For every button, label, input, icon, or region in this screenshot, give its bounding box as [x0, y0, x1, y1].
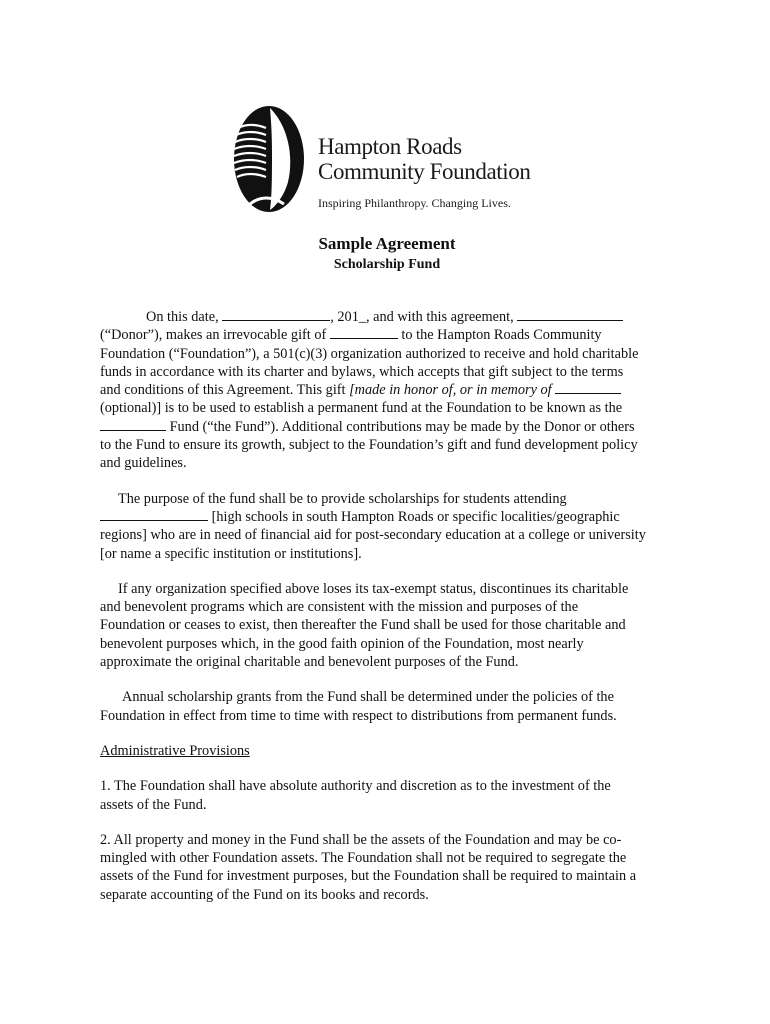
gift-amount-blank[interactable]	[330, 326, 398, 339]
provision-item-1: 1. The Foundation shall have absolute authority and discretion as to the investment of the assets of the Fund.	[100, 778, 611, 813]
gift-text-7: Fund (“the Fund”). Additional contributions may be made by the Donor or others to the Fund to ensure its growth, subject to the Foundation’s gift and fund development policy and guidelines.	[100, 418, 638, 472]
logo-tagline: Inspiring Philanthropy. Changing Lives.	[318, 196, 511, 210]
purpose-text-1: The purpose of the fund shall be to provide scholarships for students attending	[118, 490, 567, 507]
gift-text-2: , 201_, and with this agreement,	[330, 309, 518, 325]
donor-blank[interactable]	[517, 308, 623, 321]
honoree-blank[interactable]	[555, 381, 621, 394]
gift-text-1: On this date,	[146, 309, 223, 325]
title-block	[0, 234, 770, 274]
foundation-logo	[232, 104, 531, 214]
logo-name-line-1: Hampton Roads	[318, 134, 462, 159]
paragraph-annual-grants: Annual scholarship grants from the Fund shall be determined under the policies of the Foundation in effect from time to time with respect to distributions from permanent funds.	[100, 689, 617, 724]
page-title: Sample Agreement	[318, 234, 456, 253]
admin-provisions-heading: Administrative Provisions	[100, 742, 250, 759]
provision-item-2: 2. All property and money in the Fund shall be the assets of the Foundation and may be co-mingled with other Foundation assets. The Foundation shall not be required to segregate the assets of the Fund for investment purposes, but the Foundation shall be required to maintain a separate accounting of the Fund on its books and records.	[100, 831, 637, 903]
sail-logo-icon	[232, 104, 306, 214]
purpose-text-2: [high schools in south Hampton Roads or specific localities/geographic regions] who are in need of financial aid for post-secondary education at a college or university [or name a specific institution or institutions].	[100, 508, 646, 562]
date-blank[interactable]	[222, 308, 330, 321]
paragraph-purpose	[100, 490, 646, 563]
gift-text-4: to the Hampton Roads Community Foundation (“Foundation”), a 501(c)(3) organization authorized to receive and hold charitable funds in accordance with its charter and bylaws, which accepts that gift subject to the terms and conditions of this Agreement. This gift	[100, 327, 639, 399]
gift-text-honor: [made in honor of, or in memory of	[349, 382, 556, 399]
schools-blank[interactable]	[100, 508, 208, 521]
logo-name-line-2: Community Foundation	[318, 159, 531, 184]
logo-text	[318, 134, 530, 210]
agreement-body	[100, 308, 646, 921]
paragraph-tax-exempt: If any organization specified above loses its tax-exempt status, discontinues its charitable and benevolent programs which are consistent with the mission and purposes of the Foundation or ceases to exist, then thereafter the Fund shall be used for those charitable and benevolent purposes which, in the good faith opinion of the Foundation, most nearly approximate the original charitable and benevolent purposes of the Fund.	[100, 580, 629, 671]
paragraph-gift	[100, 308, 646, 473]
page-subtitle: Scholarship Fund	[333, 257, 441, 272]
fund-name-blank[interactable]	[100, 418, 166, 431]
gift-text-6: (optional)] is to be used to establish a permanent fund at the Foundation to be known as the	[100, 400, 623, 417]
gift-text-3: (“Donor”), makes an irrevocable gift of	[100, 327, 330, 344]
